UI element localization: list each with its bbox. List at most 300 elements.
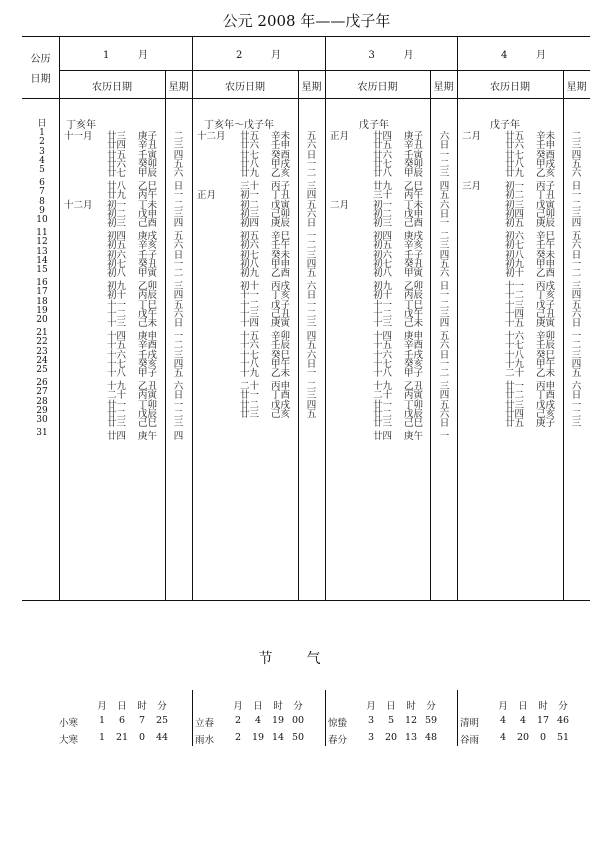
lunar-day: 十九 xyxy=(373,381,393,392)
jieqi-value: 4 xyxy=(254,715,262,726)
jieqi-value: 59 xyxy=(424,715,438,726)
weekday-header-1: 星期 xyxy=(168,82,189,93)
weekday: 四 xyxy=(306,399,317,411)
divider-m1-m2 xyxy=(192,36,193,600)
lunar-month-label: 十二月 xyxy=(197,131,226,142)
weekday-header-4: 星期 xyxy=(566,82,587,93)
ganzhi: 乙亥 xyxy=(536,168,556,180)
weekday: 二 xyxy=(439,158,450,170)
gregorian-day: 4 xyxy=(39,155,45,166)
ganzhi: 丁酉 xyxy=(536,390,556,402)
lunar-day: 初一 xyxy=(240,190,260,202)
ganzhi: 庚申 xyxy=(404,331,424,342)
weekday: 一 xyxy=(173,258,184,270)
gregorian-day: 10 xyxy=(36,215,48,226)
lunar-day: 廿一 xyxy=(107,399,127,411)
jieqi-name: 春分 xyxy=(328,735,348,746)
lunar-day: 廿六 xyxy=(107,158,127,170)
weekday: 二 xyxy=(173,408,184,420)
weekday: 六 xyxy=(439,340,450,352)
jieqi-header: 分 xyxy=(426,701,436,712)
ganzhi: 乙巳 xyxy=(138,181,158,192)
ganzhi: 甲寅 xyxy=(404,268,424,280)
ganzhi: 辛亥 xyxy=(138,240,158,252)
ganzhi: 甲午 xyxy=(271,358,291,370)
ganzhi: 庚申 xyxy=(138,331,158,342)
weekday: 五 xyxy=(439,331,450,342)
jieqi-value: 0 xyxy=(138,732,146,743)
jieqi-header: 时 xyxy=(538,701,548,712)
ganzhi: 己未 xyxy=(404,318,424,330)
weekday: 四 xyxy=(173,218,184,230)
lunar-day: 初十 xyxy=(240,281,260,292)
ganzhi: 辛亥 xyxy=(404,240,424,252)
weekday: 六 xyxy=(439,199,450,211)
lunar-day: 十九 xyxy=(240,368,260,380)
weekday: 三 xyxy=(571,349,582,361)
lunar-day: 十四 xyxy=(505,308,525,320)
weekday: 六 xyxy=(306,349,317,361)
gregorian-day: 29 xyxy=(36,405,48,416)
ganzhi: 壬午 xyxy=(536,240,556,252)
ganzhi: 乙丑 xyxy=(404,381,424,392)
lunar-day: 廿七 xyxy=(505,149,525,161)
lunar-day: 十六 xyxy=(373,349,393,361)
weekday: 二 xyxy=(173,268,184,280)
jieqi-header: 分 xyxy=(293,701,303,712)
weekday: 五 xyxy=(173,158,184,170)
ganzhi: 丙戌 xyxy=(271,281,291,292)
ganzhi: 壬戌 xyxy=(404,349,424,361)
weekday: 五 xyxy=(173,231,184,242)
lunar-day: 初十 xyxy=(373,290,393,302)
lunar-day: 初二 xyxy=(373,208,393,220)
month-num: 2 xyxy=(236,50,243,61)
lunar-day: 十八 xyxy=(505,349,525,361)
lunar-day: 廿六 xyxy=(373,149,393,161)
weekday: 五 xyxy=(306,199,317,211)
weekday: 二 xyxy=(571,131,582,142)
ganzhi: 戊子 xyxy=(271,299,291,311)
ganzhi: 癸未 xyxy=(536,249,556,261)
ganzhi: 乙卯 xyxy=(404,281,424,292)
lunar-day: 廿二 xyxy=(107,408,127,420)
lunar-day: 十八 xyxy=(373,368,393,380)
ganzhi: 辛丑 xyxy=(138,140,158,152)
weekday: 一 xyxy=(306,158,317,170)
weekday: 四 xyxy=(571,218,582,230)
month-unit: 月 xyxy=(535,50,546,61)
weekday: 二 xyxy=(571,408,582,420)
lunar-day: 十五 xyxy=(240,331,260,342)
weekday: 三 xyxy=(173,208,184,220)
weekday: 日 xyxy=(306,149,317,161)
lunar-day: 二十 xyxy=(107,390,127,402)
lunar-day: 二十 xyxy=(505,368,525,380)
lunar-day: 廿七 xyxy=(240,149,260,161)
ganzhi: 乙未 xyxy=(536,368,556,380)
ganzhi: 甲申 xyxy=(536,258,556,270)
ganzhi: 庚午 xyxy=(138,431,158,442)
date-col-header-line2: 日期 xyxy=(30,74,51,85)
lunar-day: 十八 xyxy=(107,368,127,380)
ganzhi: 戊辰 xyxy=(138,408,158,420)
ganzhi: 己亥 xyxy=(536,408,556,420)
ganzhi: 己未 xyxy=(138,318,158,330)
jieqi-value: 48 xyxy=(424,732,438,743)
lunar-day: 廿三 xyxy=(107,418,127,430)
ganzhi: 丁巳 xyxy=(404,299,424,311)
ganzhi: 丙午 xyxy=(404,190,424,202)
month-2-header xyxy=(192,46,325,61)
weekday: 一 xyxy=(306,299,317,311)
weekday: 一 xyxy=(173,331,184,342)
lunar-day: 初二 xyxy=(505,190,525,202)
ganzhi: 庚寅 xyxy=(536,318,556,330)
month-4-header xyxy=(457,46,590,61)
ganzhi: 甲子 xyxy=(138,368,158,380)
ganzhi: 癸丑 xyxy=(138,258,158,270)
lunar-date-header-2: 农历日期 xyxy=(225,82,265,93)
ganzhi: 壬子 xyxy=(404,249,424,261)
ganzhi: 庚午 xyxy=(404,431,424,442)
lunar-day: 初七 xyxy=(373,258,393,270)
lunar-day: 十四 xyxy=(240,318,260,330)
ganzhi: 丙寅 xyxy=(138,390,158,402)
ganzhi: 癸酉 xyxy=(271,149,291,161)
weekday: 四 xyxy=(173,290,184,302)
weekday: 日 xyxy=(173,249,184,261)
weekday: 五 xyxy=(571,368,582,380)
lunar-day: 廿八 xyxy=(505,158,525,170)
lunar-day: 初九 xyxy=(373,281,393,292)
ganzhi: 癸酉 xyxy=(536,149,556,161)
gregorian-day: 13 xyxy=(36,246,48,257)
lunar-day: 廿四 xyxy=(505,408,525,420)
lunar-day: 十八 xyxy=(240,358,260,370)
ganzhi: 丙申 xyxy=(536,381,556,392)
ganzhi: 壬戌 xyxy=(138,349,158,361)
ganzhi: 丙午 xyxy=(138,190,158,202)
jieqi-header: 月 xyxy=(366,701,376,712)
lunar-day: 初五 xyxy=(240,231,260,242)
lunar-day: 廿二 xyxy=(505,390,525,402)
ganzhi: 辛酉 xyxy=(404,340,424,352)
weekday: 日 xyxy=(306,218,317,230)
ganzhi: 丙子 xyxy=(271,181,291,192)
jieqi-name: 惊蛰 xyxy=(328,718,348,729)
weekday: 一 xyxy=(173,190,184,202)
lunar-month-label: 二月 xyxy=(330,199,350,211)
jieqi-value: 3 xyxy=(367,715,375,726)
jieqi-value: 20 xyxy=(384,732,398,743)
weekday: 三 xyxy=(173,349,184,361)
ganzhi: 己酉 xyxy=(404,218,424,230)
gregorian-day: 17 xyxy=(36,287,48,298)
ganzhi: 戊午 xyxy=(138,308,158,320)
weekday: 六 xyxy=(173,308,184,320)
weekday: 二 xyxy=(571,199,582,211)
gregorian-day: 12 xyxy=(36,237,48,248)
lunar-day: 初一 xyxy=(107,199,127,211)
jieqi-value: 4 xyxy=(519,715,527,726)
gregorian-day: 8 xyxy=(39,196,45,207)
gregorian-day: 24 xyxy=(36,355,48,366)
lunar-year-label: 戊子年 xyxy=(359,120,389,131)
ganzhi: 甲戌 xyxy=(536,158,556,170)
lunar-day: 初三 xyxy=(505,199,525,211)
lunar-day: 廿五 xyxy=(505,131,525,142)
weekday: 二 xyxy=(173,131,184,142)
lunar-day: 初七 xyxy=(107,258,127,270)
jieqi-header: 分 xyxy=(558,701,568,712)
weekday: 三 xyxy=(173,418,184,430)
lunar-day: 廿九 xyxy=(107,190,127,202)
lunar-day: 初二 xyxy=(240,199,260,211)
ganzhi: 庚戌 xyxy=(138,231,158,242)
weekday: 五 xyxy=(439,258,450,270)
ganzhi: 辛卯 xyxy=(536,331,556,342)
weekday: 二 xyxy=(173,199,184,211)
ganzhi: 壬寅 xyxy=(138,149,158,161)
lunar-day: 廿一 xyxy=(373,399,393,411)
jieqi-value: 0 xyxy=(539,732,547,743)
ganzhi: 辛丑 xyxy=(404,140,424,152)
jieqi-header: 日 xyxy=(386,701,396,712)
weekday: 日 xyxy=(306,358,317,370)
weekday: 二 xyxy=(439,299,450,311)
ganzhi: 戊寅 xyxy=(271,199,291,211)
lunar-day: 十七 xyxy=(107,358,127,370)
ganzhi: 己巳 xyxy=(138,418,158,430)
lunar-day: 廿八 xyxy=(373,168,393,180)
weekday: 日 xyxy=(306,290,317,302)
jieqi-header: 月 xyxy=(233,701,243,712)
lunar-day: 十七 xyxy=(373,358,393,370)
ganzhi: 丙辰 xyxy=(138,290,158,302)
lunar-day: 廿二 xyxy=(240,399,260,411)
gregorian-day: 27 xyxy=(36,387,48,398)
ganzhi: 甲午 xyxy=(536,358,556,370)
weekday: 日 xyxy=(439,349,450,361)
lunar-day: 廿三 xyxy=(107,131,127,142)
lunar-year-label: 戊子年 xyxy=(490,120,520,131)
jieqi-value: 21 xyxy=(115,732,129,743)
weekday: 二 xyxy=(306,240,317,252)
weekday: 一 xyxy=(439,290,450,302)
lunar-day: 十七 xyxy=(505,340,525,352)
lunar-day: 十二 xyxy=(240,299,260,311)
ganzhi: 辛巳 xyxy=(271,231,291,242)
lunar-day: 初八 xyxy=(373,268,393,280)
jieqi-divider-2 xyxy=(325,690,326,746)
jieqi-value: 7 xyxy=(138,715,146,726)
month-unit: 月 xyxy=(137,50,148,61)
lunar-day: 廿一 xyxy=(240,390,260,402)
lunar-day: 初七 xyxy=(240,249,260,261)
lunar-day: 初四 xyxy=(505,208,525,220)
lunar-day: 廿三 xyxy=(240,408,260,420)
weekday: 四 xyxy=(571,149,582,161)
ganzhi: 丁酉 xyxy=(271,390,291,402)
ganzhi: 乙巳 xyxy=(404,181,424,192)
lunar-day: 初九 xyxy=(505,258,525,270)
lunar-day: 十二 xyxy=(373,308,393,320)
lunar-day: 二十 xyxy=(240,381,260,392)
jieqi-value: 44 xyxy=(155,732,169,743)
table-top-rule xyxy=(22,36,590,37)
weekday: 六 xyxy=(571,308,582,320)
lunar-date-header-1: 农历日期 xyxy=(92,82,132,93)
weekday: 六 xyxy=(173,168,184,180)
lunar-day: 廿七 xyxy=(107,168,127,180)
weekday: 三 xyxy=(306,318,317,330)
weekday: 六 xyxy=(306,281,317,292)
lunar-day: 十六 xyxy=(505,331,525,342)
weekday: 三 xyxy=(439,168,450,180)
lunar-day: 廿五 xyxy=(505,418,525,430)
jieqi-header: 时 xyxy=(406,701,416,712)
ganzhi: 甲辰 xyxy=(138,168,158,180)
jieqi-value: 50 xyxy=(291,732,305,743)
jieqi-name: 立春 xyxy=(195,718,215,729)
gregorian-day: 20 xyxy=(36,315,48,326)
lunar-day: 十七 xyxy=(240,349,260,361)
jieqi-name: 雨水 xyxy=(195,735,215,746)
weekday: 一 xyxy=(439,149,450,161)
ganzhi: 庚辰 xyxy=(536,218,556,230)
weekday: 四 xyxy=(173,431,184,442)
weekday: 日 xyxy=(571,181,582,192)
gregorian-day: 3 xyxy=(39,146,45,157)
table-header-rule-2 xyxy=(22,98,590,99)
lunar-day: 二十 xyxy=(373,390,393,402)
lunar-day: 廿四 xyxy=(107,140,127,152)
ganzhi: 乙酉 xyxy=(271,268,291,280)
weekday: 日 xyxy=(173,318,184,330)
ganzhi: 癸巳 xyxy=(271,349,291,361)
weekday: 三 xyxy=(439,308,450,320)
ganzhi: 壬寅 xyxy=(404,149,424,161)
weekday: 四 xyxy=(571,358,582,370)
lunar-date-header-3: 农历日期 xyxy=(357,82,398,93)
weekday: 四 xyxy=(571,290,582,302)
lunar-day: 十三 xyxy=(107,318,127,330)
lunar-day: 十一 xyxy=(373,299,393,311)
weekday: 四 xyxy=(173,149,184,161)
weekday: 五 xyxy=(173,299,184,311)
weekday: 三 xyxy=(439,381,450,392)
ganzhi: 丙子 xyxy=(536,181,556,192)
weekday: 一 xyxy=(439,431,450,442)
gregorian-day: 16 xyxy=(36,278,48,288)
jieqi-header: 日 xyxy=(253,701,263,712)
lunar-day: 十三 xyxy=(373,318,393,330)
gregorian-day: 14 xyxy=(36,255,48,266)
ganzhi: 庚戌 xyxy=(404,231,424,242)
weekday: 一 xyxy=(173,399,184,411)
ganzhi: 乙丑 xyxy=(138,381,158,392)
jieqi-title: 节气 xyxy=(258,651,355,667)
weekday: 三 xyxy=(571,140,582,152)
ganzhi: 癸未 xyxy=(271,249,291,261)
ganzhi: 己丑 xyxy=(271,308,291,320)
weekday: 五 xyxy=(306,268,317,280)
lunar-day: 初六 xyxy=(505,231,525,242)
jieqi-value: 2 xyxy=(234,715,242,726)
weekday: 二 xyxy=(173,340,184,352)
ganzhi: 壬申 xyxy=(271,140,291,152)
lunar-day: 初一 xyxy=(505,181,525,192)
jieqi-value: 3 xyxy=(367,732,375,743)
ganzhi: 戊辰 xyxy=(404,408,424,420)
weekday: 二 xyxy=(439,231,450,242)
jieqi-name: 清明 xyxy=(460,718,480,729)
page-title: 公元 2008 年——戊子年 xyxy=(222,12,391,30)
lunar-day: 初六 xyxy=(107,249,127,261)
weekday: 六 xyxy=(571,168,582,180)
jieqi-name: 大寒 xyxy=(59,735,79,746)
lunar-day: 十四 xyxy=(373,331,393,342)
lunar-day: 廿七 xyxy=(373,158,393,170)
weekday: 三 xyxy=(306,249,317,261)
ganzhi: 己卯 xyxy=(536,208,556,220)
lunar-month-label: 正月 xyxy=(197,190,217,202)
ganzhi: 甲辰 xyxy=(404,168,424,180)
lunar-day: 廿二 xyxy=(373,408,393,420)
gregorian-day: 2 xyxy=(39,137,45,148)
gregorian-day: 31 xyxy=(36,428,48,438)
gregorian-day: 26 xyxy=(36,378,48,388)
jieqi-value: 00 xyxy=(291,715,305,726)
ganzhi: 戊午 xyxy=(404,308,424,320)
jieqi-header: 日 xyxy=(117,701,127,712)
ganzhi: 壬申 xyxy=(536,140,556,152)
gregorian-day: 9 xyxy=(39,205,45,216)
weekday: 四 xyxy=(306,258,317,270)
jieqi-value: 14 xyxy=(271,732,285,743)
weekday: 二 xyxy=(439,368,450,380)
weekday: 四 xyxy=(439,249,450,261)
jieqi-header: 分 xyxy=(157,701,167,712)
jieqi-divider-1 xyxy=(192,690,193,746)
lunar-day: 十一 xyxy=(240,290,260,302)
weekday: 六 xyxy=(439,131,450,142)
gregorian-day: 28 xyxy=(36,396,48,407)
ganzhi: 庚子 xyxy=(404,131,424,142)
lunar-day: 初十 xyxy=(107,290,127,302)
ganzhi: 辛未 xyxy=(536,131,556,142)
lunar-day: 十三 xyxy=(240,308,260,320)
ganzhi: 丁巳 xyxy=(138,299,158,311)
ganzhi: 辛未 xyxy=(271,131,291,142)
lunar-day: 十五 xyxy=(373,340,393,352)
lunar-year-label: 丁亥年 xyxy=(66,120,96,131)
table-bottom-rule xyxy=(22,600,590,601)
weekday: 日 xyxy=(439,208,450,220)
weekday: 六 xyxy=(439,408,450,420)
weekday: 日 xyxy=(173,390,184,402)
jieqi-value: 4 xyxy=(499,732,507,743)
weekday: 三 xyxy=(571,418,582,430)
gregorian-day: 18 xyxy=(36,296,48,307)
lunar-day: 十六 xyxy=(107,349,127,361)
lunar-day: 初九 xyxy=(107,281,127,292)
weekday: 四 xyxy=(306,190,317,202)
lunar-day: 初三 xyxy=(240,208,260,220)
lunar-day: 十三 xyxy=(505,299,525,311)
weekday: 日 xyxy=(571,390,582,402)
